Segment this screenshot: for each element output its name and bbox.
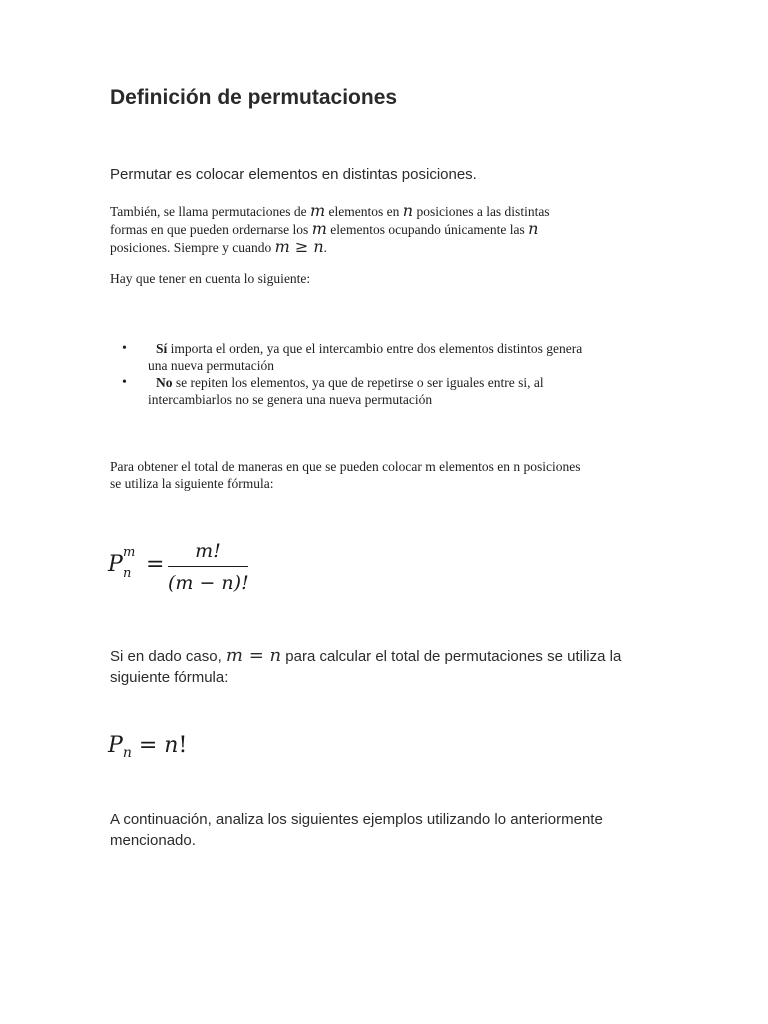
list-item-line-2: intercambiarlos no se genera una nueva permutación: [148, 392, 433, 407]
emphasis-text: No: [156, 375, 173, 390]
formula-base-p: P: [108, 552, 123, 577]
formula-base-p: P: [108, 733, 123, 758]
definition-line-2: [110, 220, 620, 238]
math-variable-n: n: [528, 219, 539, 238]
math-variable-n: n: [402, 201, 414, 220]
definition-line-3: [110, 238, 620, 256]
math-variable-m: m: [311, 219, 327, 238]
list-item-line-1: [148, 374, 660, 391]
text-run: elementos ocupando únicamente las: [326, 222, 529, 237]
math-variable-n: n: [313, 237, 324, 256]
math-variable-m: m: [309, 201, 326, 220]
list-item-line-2: una nueva permutación: [148, 358, 274, 373]
text-run: se repiten los elementos, ya que de repetirse o ser iguales entre si, al: [172, 375, 544, 390]
list-item: [120, 340, 660, 374]
text-run: posiciones a las distintas: [413, 204, 550, 219]
text-run: elementos en: [325, 204, 403, 219]
factorial-symbol: !: [178, 733, 188, 758]
note-paragraph: Hay que tener en cuenta lo siguiente:: [110, 271, 311, 286]
definition-paragraph: [110, 202, 620, 256]
text-run: También, se llama permutaciones de: [110, 204, 310, 219]
page-title: Definición de permutaciones: [110, 86, 398, 109]
formula-intro-line-2: se utiliza la siguiente fórmula:: [110, 476, 274, 491]
fraction-bar: [168, 566, 248, 567]
emphasis-text: Sí: [156, 341, 168, 356]
formula-subscript: n: [123, 566, 132, 581]
closing-line-2: mencionado.: [110, 832, 196, 849]
text-run: formas en que pueden ordernarse los: [110, 222, 312, 237]
list-item-line-1: [148, 340, 660, 357]
text-run: posiciones. Siempre y cuando: [110, 240, 275, 255]
text-run: importa el orden, ya que el intercambio entre dos elementos distintos genera: [167, 341, 583, 356]
formula-intro-line-1: Para obtener el total de maneras en que se pueden colocar m elementos en n posiciones: [110, 459, 581, 474]
math-variable-n: n: [269, 645, 282, 666]
factorial-formula: [108, 733, 187, 761]
bullet-icon: •: [122, 341, 127, 356]
formula-superscript: m: [123, 545, 136, 560]
definition-line-1: [110, 202, 620, 220]
formula-intro-paragraph: [110, 458, 580, 492]
special-case-line-1: [110, 645, 670, 667]
math-variable-m: m: [225, 645, 243, 666]
conditions-list: [120, 340, 660, 408]
closing-paragraph: [110, 809, 670, 851]
formula-fraction: [168, 538, 248, 596]
formula-subscript: n: [122, 745, 132, 761]
equals-symbol: =: [243, 645, 270, 666]
math-variable-n: n: [164, 733, 179, 758]
text-run: para calcular el total de permutaciones se utiliza la: [281, 648, 622, 665]
intro-paragraph: Permutar es colocar elementos en distintas posiciones.: [110, 166, 477, 183]
list-item: [120, 374, 660, 408]
formula-denominator: (m − n)!: [168, 572, 249, 594]
text-run: Si en dado caso,: [110, 648, 226, 665]
greater-equal-symbol: ≥: [289, 237, 314, 256]
special-case-line-2: siguiente fórmula:: [110, 669, 229, 686]
text-run: .: [323, 240, 328, 255]
special-case-paragraph: [110, 645, 670, 688]
closing-line-1: A continuación, analiza los siguientes ejemplos utilizando lo anteriormente: [110, 811, 603, 828]
formula-equals: =: [146, 552, 165, 577]
formula-equals: =: [131, 733, 165, 758]
formula-numerator: m!: [195, 540, 221, 562]
math-variable-m: m: [274, 237, 290, 256]
bullet-icon: •: [122, 375, 127, 390]
